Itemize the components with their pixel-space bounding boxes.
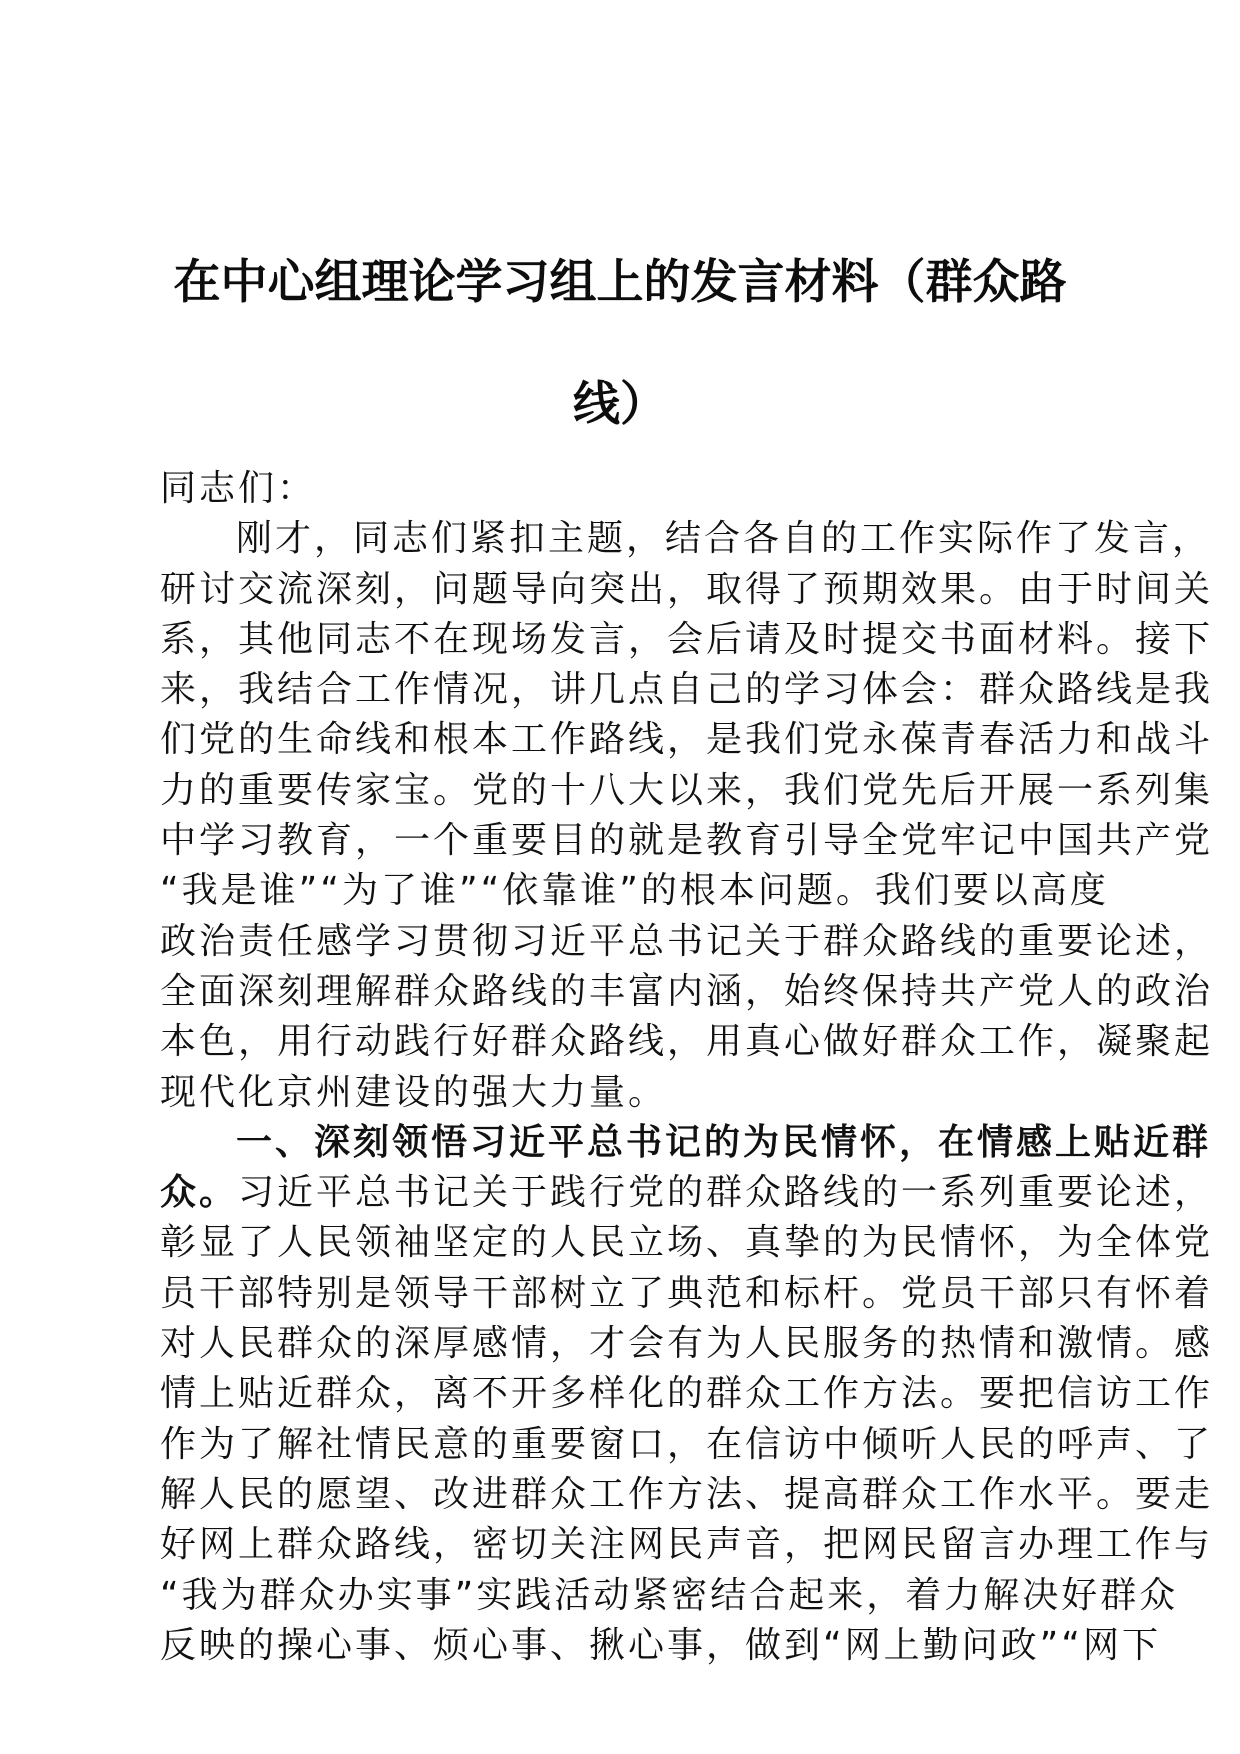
paragraph-line: 员干部特别是领导干部树立了典范和标杆。党员干部只有怀着 <box>160 1272 1214 1314</box>
paragraph-line: 系，其他同志不在现场发言，会后请及时提交书面材料。接下 <box>160 618 1214 660</box>
paragraph-line: 反映的操心事、烦心事、揪心事，做到“网上勤问政”“网下 <box>160 1624 1161 1666</box>
paragraph-line: “我是谁”“为了谁”“依靠谁”的根本问题。我们要以高度 <box>160 870 1109 912</box>
paragraph-line: 中学习教育，一个重要目的就是教育引导全党牢记中国共产党 <box>160 820 1214 862</box>
section-heading-end: 众。 <box>160 1172 239 1214</box>
paragraph-line: 彰显了人民领袖坚定的人民立场、真挚的为民情怀，为全体党 <box>160 1222 1214 1264</box>
paragraph-line: 对人民群众的深厚感情，才会有为人民服务的热情和激情。感 <box>160 1323 1214 1365</box>
document-title <box>140 222 1100 466</box>
paragraph-line <box>160 1168 1214 1218</box>
section-1 <box>160 1118 1214 1671</box>
paragraph-line: 们党的生命线和根本工作路线，是我们党永葆青春活力和战斗 <box>160 719 1214 761</box>
paragraph-line: 刚才，同志们紧扣主题，结合各自的工作实际作了发言， <box>236 518 1212 560</box>
paragraph-line: “我为群众办实事”实践活动紧密结合起来，着力解决好群众 <box>160 1574 1179 1616</box>
paragraph-line: 作为了解社情民意的重要窗口，在信访中倾听人民的呼声、了 <box>160 1423 1214 1465</box>
title-line-2: 线） <box>573 377 667 432</box>
salutation: 同志们： <box>160 468 317 509</box>
paragraph-line: 现代化京州建设的强大力量。 <box>160 1071 668 1113</box>
section-heading: 一、深刻领悟习近平总书记的为民情怀，在情感上贴近群 <box>236 1121 1212 1163</box>
document-body <box>160 464 1214 1671</box>
paragraph-line: 好网上群众路线，密切关注网民声音，把网民留言办理工作与 <box>160 1524 1214 1566</box>
title-line-1: 在中心组理论学习组上的发言材料（群众路 <box>173 255 1067 310</box>
paragraph-line: 解人民的愿望、改进群众工作方法、提高群众工作水平。要走 <box>160 1473 1214 1515</box>
section-text: 习近平总书记关于践行党的群众路线的一系列重要论述， <box>238 1172 1214 1214</box>
paragraph-line: 全面深刻理解群众路线的丰富内涵，始终保持共产党人的政治 <box>160 970 1214 1012</box>
paragraph-line: 来，我结合工作情况，讲几点自己的学习体会：群众路线是我 <box>160 669 1214 711</box>
paragraph-line: 研讨交流深刻，问题导向突出，取得了预期效果。由于时间关 <box>160 568 1214 610</box>
paragraph-intro <box>160 514 1214 1118</box>
paragraph-line: 力的重要传家宝。党的十八大以来，我们党先后开展一系列集 <box>160 769 1214 811</box>
paragraph-line: 政治责任感学习贯彻习近平总书记关于群众路线的重要论述， <box>160 920 1214 962</box>
paragraph-line: 本色，用行动践行好群众路线，用真心做好群众工作，凝聚起 <box>160 1021 1214 1063</box>
paragraph-line: 情上贴近群众，离不开多样化的群众工作方法。要把信访工作 <box>160 1373 1214 1415</box>
